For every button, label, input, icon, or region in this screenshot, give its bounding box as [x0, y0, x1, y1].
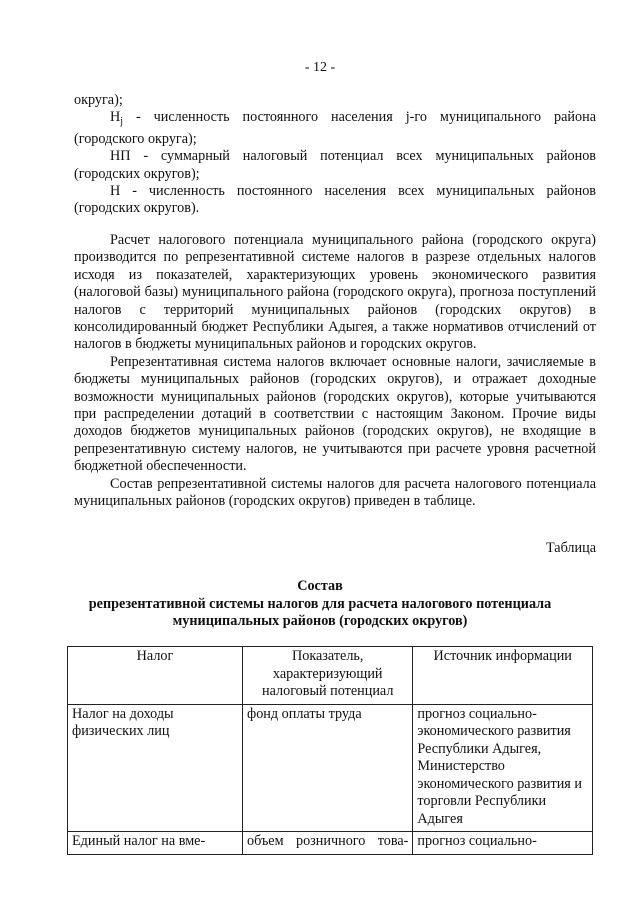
table-cell: объем розничного това- [243, 832, 413, 855]
paragraph-table-reference: Состав репрезентативной системы налогов для расчета налогового потенциала муниципальных районов (городских округов) приведен в таблице. [74, 475, 596, 510]
table-title [40, 578, 600, 631]
hj-subscript: j [120, 116, 124, 128]
table-cell: Налог на доходы физических лиц [68, 704, 243, 832]
table-title-line: муниципальных районов (городских округов) [172, 613, 468, 629]
definitions-block [74, 92, 596, 218]
definition-np: НП - суммарный налоговый потенциал всех муниципальных районов (городских округов); [74, 148, 596, 182]
main-text-block [74, 232, 596, 511]
page-number: - 12 - [304, 60, 336, 75]
table-cell: фонд оплаты труда [243, 704, 413, 832]
definition-fragment: округа); [74, 92, 123, 108]
table-label: Таблица [545, 540, 596, 556]
table-row [68, 704, 593, 832]
table-cell: Единый налог на вме- [68, 832, 243, 855]
table-title-line: репрезентативной системы налогов для расчета налогового потенциала [88, 595, 552, 612]
table-title-line: Состав [297, 578, 343, 594]
header-source: Источник информации [413, 647, 593, 705]
table-row [68, 832, 593, 855]
definition-hj [74, 109, 596, 148]
table-cell: прогноз социально-экономического развития Республики Адыгея, Министерство экономического развития и торговли Республики Адыгея [413, 704, 593, 832]
header-indicator: Показатель, характеризующий налоговый потенциал [243, 647, 413, 705]
hj-symbol: H [110, 109, 121, 126]
paragraph-calculation: Расчет налогового потенциала муниципального района (городского округа) производится по репрезентативной системе налогов в разрезе отдельных налогов исходя из показателей, характеризующих уровень экономического развития (налоговой базы) муниципального района (городского округа), прогноза поступлений налогов с территорий муниципальных районов (городских округов) в консолидированный бюджет Республики Адыгея, а также нормативов отчислений от налогов в бюджеты муниципальных районов и городских округов. [74, 232, 596, 353]
hj-text: - численность постоянного населения j-го муниципального района (городского округа); [74, 109, 596, 147]
tax-table [67, 646, 593, 855]
definition-h: Н - численность постоянного населения всех муниципальных районов (городских округов). [74, 183, 596, 217]
header-tax: Налог [68, 647, 243, 705]
paragraph-representative-system: Репрезентативная система налогов включает основные налоги, зачисляемые в бюджеты муниципальных районов (городских округов), и отражает доходные возможности муниципальных районов (городских округов), которые учитываются при распределении дотаций в соответствии с настоящим Законом. Прочие виды доходов бюджетов муниципальных районов (городских округов), не входящие в репрезентативную систему налогов, не учитываются при расчете уровня расчетной бюджетной обеспеченности. [74, 353, 596, 475]
table-cell: прогноз социально- [413, 832, 593, 855]
table-header-row [68, 647, 593, 705]
